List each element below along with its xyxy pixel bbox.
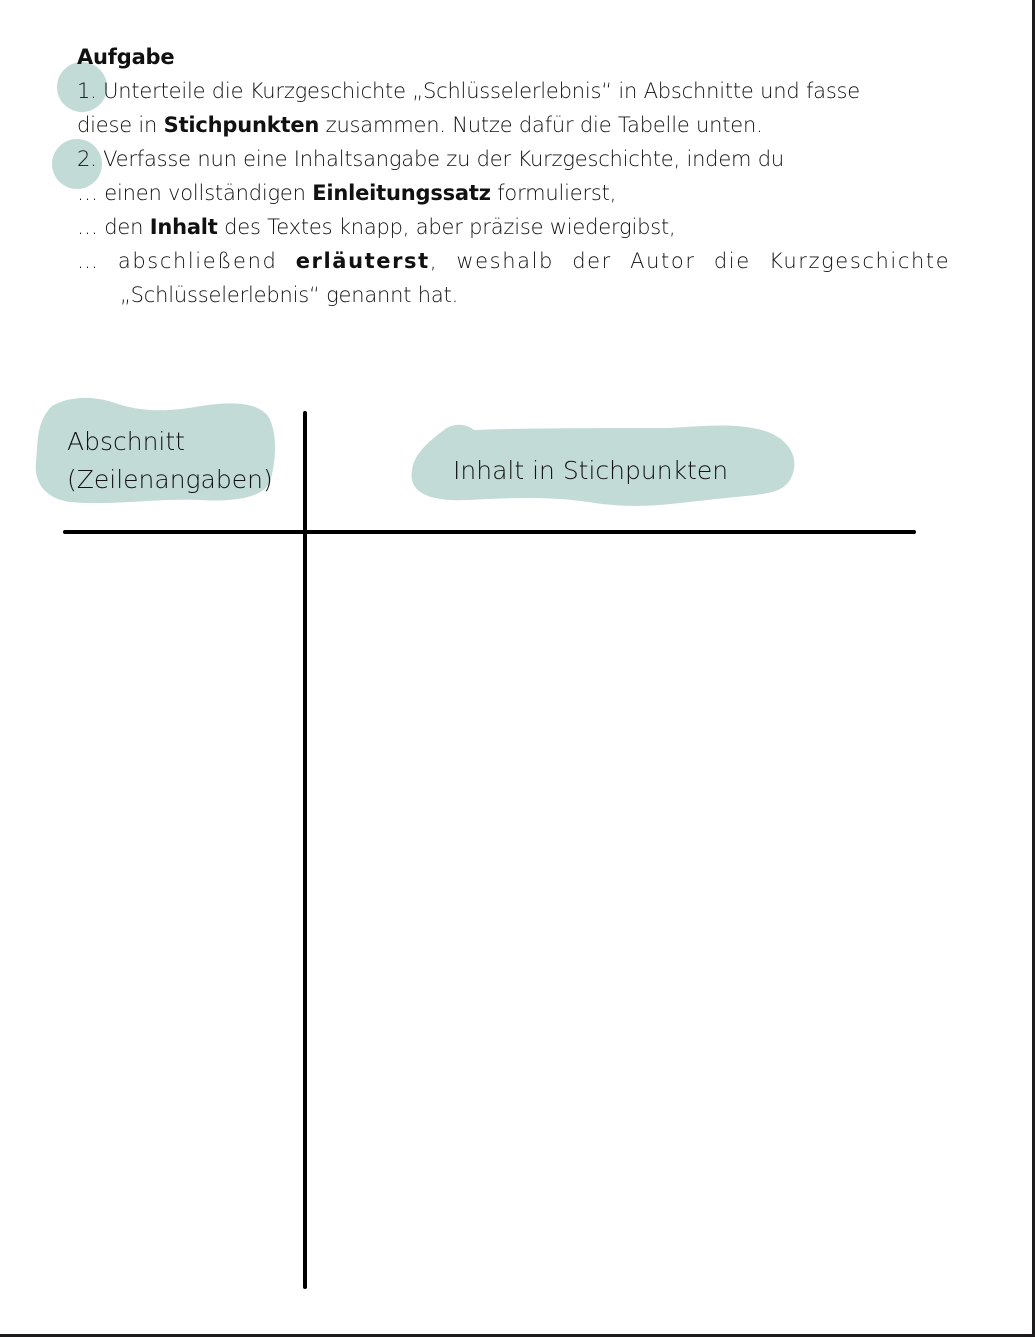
task-bullet-3-keyword: erläuterst [295, 249, 430, 273]
col1-header-line-1: Abschnitt [67, 427, 185, 456]
task-bullet-2-keyword: Inhalt [149, 215, 218, 239]
task-bullet-2-suffix: des Textes knapp, aber präzise wiedergibst, [217, 215, 676, 239]
task-item-2 [77, 142, 960, 176]
task-bullet-1-prefix: … einen vollständigen [77, 181, 313, 205]
table-answer-area-col1[interactable] [63, 536, 301, 1286]
task-bullet-1 [77, 176, 960, 210]
task-item-2-number: 2. [77, 147, 97, 171]
table-vertical-rule [303, 411, 307, 1289]
task-bullet-3-continuation: „Schlüsselerlebnis“ genannt hat. [120, 283, 459, 307]
col1-header-line-2: (Zeilenangaben) [67, 465, 273, 494]
task-title: Aufgabe [77, 45, 175, 69]
task-item-1-keyword: Stichpunkten [163, 113, 320, 137]
task-bullet-3-prefix: … abschließend [77, 249, 296, 273]
task-bullet-2-prefix: … den [77, 215, 150, 239]
task-bullet-1-suffix: formulierst, [490, 181, 617, 205]
task-item-1-number: 1. [77, 79, 97, 103]
table-horizontal-rule [63, 530, 916, 534]
task-bullet-3 [77, 244, 960, 278]
task-bullet-1-keyword: Einleitungssatz [312, 181, 491, 205]
task-item-1-text: Unterteile die Kurzgeschichte „Schlüsselerlebnis“ in Abschnitte und fasse [96, 79, 861, 103]
task-item-2-text: Verfasse nun eine Inhaltsangabe zu der Kurzgeschichte, indem du [96, 147, 785, 171]
task-item-1-text-post: zusammen. Nutze dafür die Tabelle unten. [319, 113, 763, 137]
col1-header [67, 423, 273, 499]
task-item-1-line-1 [77, 74, 960, 108]
col2-header: Inhalt in Stichpunkten [453, 456, 729, 485]
task-item-1-text-pre: diese in [77, 113, 164, 137]
task-bullet-3-suffix: , weshalb der Autor die Kurzgeschichte [429, 249, 951, 273]
table-answer-area-col2[interactable] [309, 536, 915, 1286]
task-item-1-line-2 [77, 108, 960, 142]
task-bullet-2 [77, 210, 960, 244]
task-instructions [77, 40, 960, 312]
